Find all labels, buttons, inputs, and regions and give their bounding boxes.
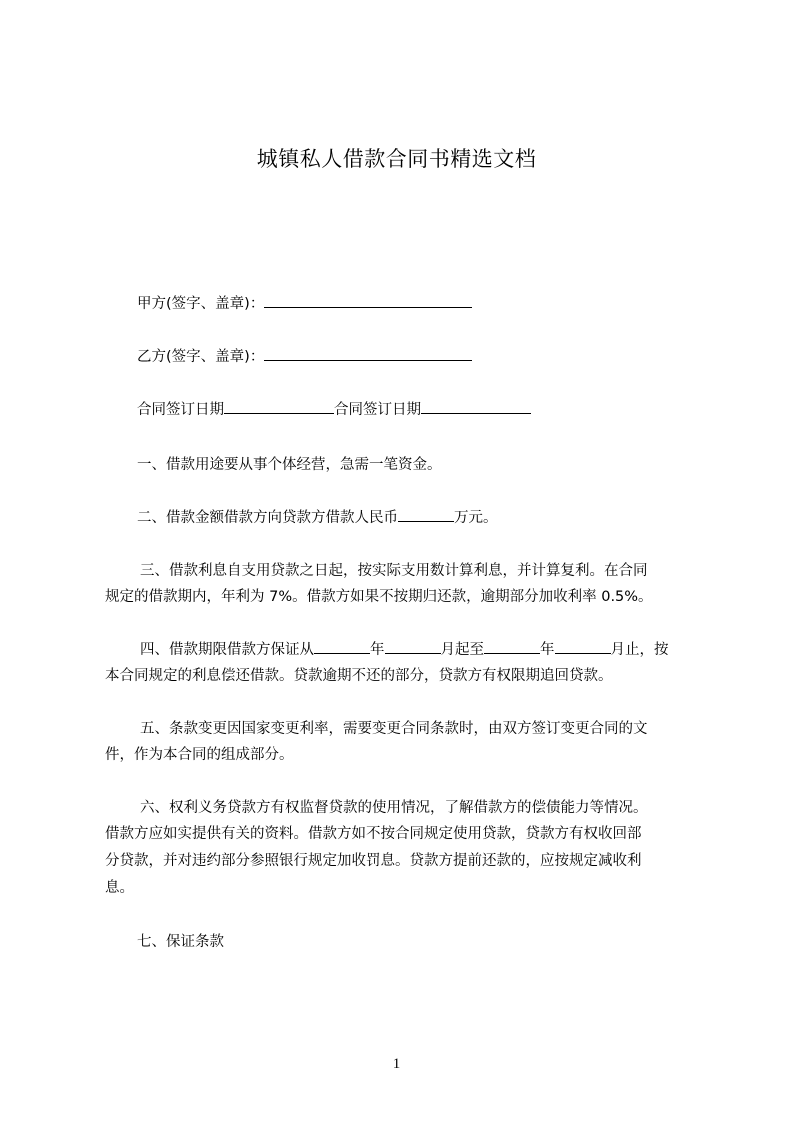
clause-4-part-1: 四、借款期限借款方保证从 bbox=[140, 642, 314, 658]
clause-5-line-2: 件，作为本合同的组成部分。 bbox=[105, 747, 294, 763]
start-year-blank[interactable] bbox=[314, 641, 370, 654]
clause-4-line-2: 本合同规定的利息偿还借款。贷款逾期不还的部分，贷款方有权限期追回贷款。 bbox=[105, 668, 613, 684]
sign-date-blank-1[interactable] bbox=[224, 401, 334, 414]
party-b-signature-blank[interactable] bbox=[264, 348, 472, 361]
end-month-blank[interactable] bbox=[555, 641, 611, 654]
page-number: 1 bbox=[392, 1056, 401, 1072]
clause-2-prefix: 二、借款金额借款方向贷款方借款人民币 bbox=[137, 510, 398, 526]
end-year-blank[interactable] bbox=[484, 641, 540, 654]
sign-date-label-1: 合同签订日期 bbox=[137, 402, 224, 418]
clause-1: 一、借款用途要从事个体经营，急需一笔资金。 bbox=[137, 457, 442, 473]
clause-4-month-2: 月止，按 bbox=[610, 642, 669, 658]
clause-4-year-1: 年 bbox=[370, 642, 385, 658]
clause-6-line-4: 息。 bbox=[105, 880, 134, 896]
clause-3-line-1: 三、借款利息自支用贷款之日起，按实际支用数计算利息，并计算复利。在合同 bbox=[140, 563, 648, 579]
clause-6-line-3: 分贷款，并对违约部分参照银行规定加收罚息。贷款方提前还款的，应按规定减收利 bbox=[105, 853, 642, 869]
clause-2-suffix: 万元。 bbox=[454, 510, 498, 526]
clause-4-year-2: 年 bbox=[540, 642, 555, 658]
clause-5-line-1: 五、条款变更因国家变更利率，需要变更合同条款时，由双方签订变更合同的文 bbox=[140, 721, 648, 737]
party-a-line bbox=[105, 292, 731, 313]
clause-3-line-2: 规定的借款期内，年利为 7%。借款方如果不按期归还款，逾期部分加收利率 0.5%。 bbox=[105, 589, 653, 605]
party-a-signature-blank[interactable] bbox=[264, 295, 472, 308]
sign-date-label-2: 合同签订日期 bbox=[334, 402, 421, 418]
clause-7: 七、保证条款 bbox=[137, 934, 224, 950]
document-title: 城镇私人借款合同书精选文档 bbox=[256, 147, 537, 171]
start-month-blank[interactable] bbox=[385, 641, 441, 654]
party-b-label: 乙方(签字、盖章)： bbox=[137, 349, 265, 365]
clause-4-line-1 bbox=[105, 638, 734, 659]
clause-6-line-2: 借款方应如实提供有关的资料。借款方如不按合同规定使用贷款，贷款方有权收回部 bbox=[105, 826, 642, 842]
party-a-label: 甲方(签字、盖章)： bbox=[137, 296, 265, 312]
clause-2 bbox=[105, 506, 731, 527]
party-b-line bbox=[105, 345, 731, 366]
clause-4-month-1: 月起至 bbox=[440, 642, 484, 658]
clause-6-line-1: 六、权利义务贷款方有权监督贷款的使用情况，了解借款方的偿债能力等情况。 bbox=[140, 800, 648, 816]
loan-amount-blank[interactable] bbox=[398, 509, 454, 522]
sign-date-blank-2[interactable] bbox=[421, 401, 531, 414]
sign-date-line bbox=[105, 398, 731, 419]
